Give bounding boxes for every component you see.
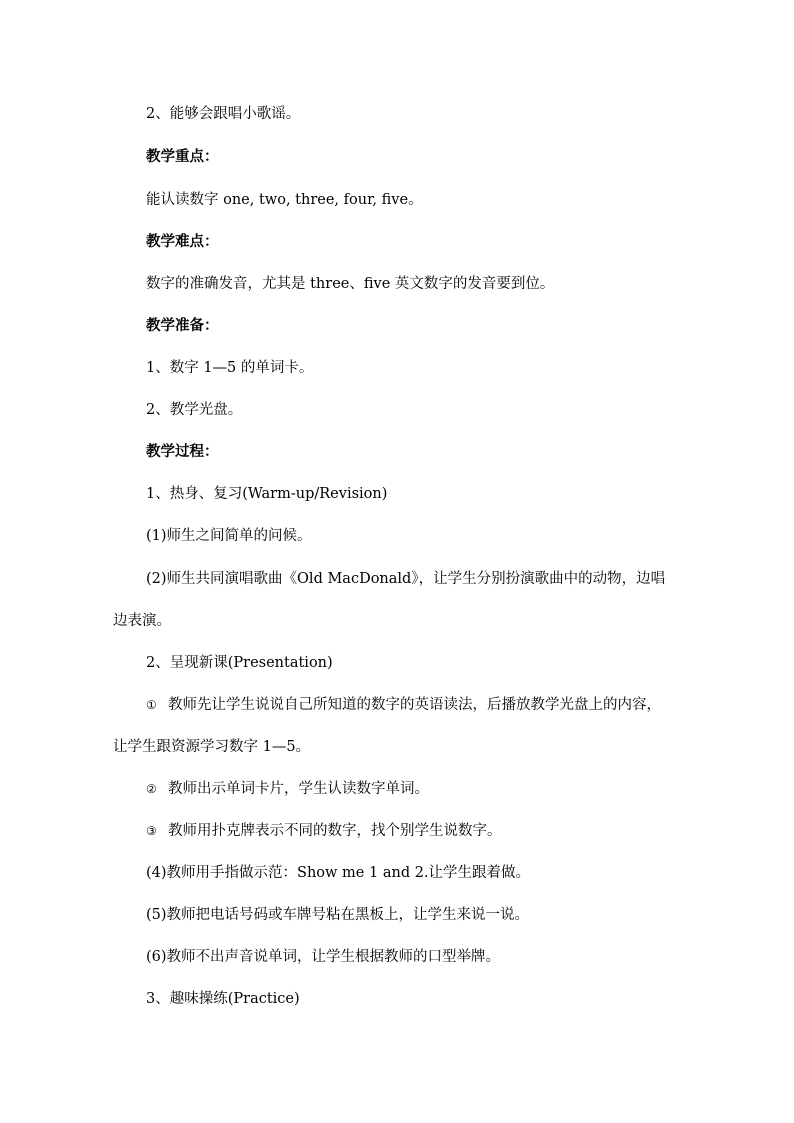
step-2-item-1	[146, 695, 661, 715]
heading-process: 教学过程：	[146, 443, 219, 460]
heading-preparation: 教学准备：	[146, 317, 219, 334]
step-2-item-1-text: 教师先让学生说说自己所知道的数字的英语读法，后播放教学光盘上的内容，	[168, 697, 661, 713]
step-1-item-2: (2)师生共同演唱歌曲《Old MacDonald》，让学生分别扮演歌曲中的动物，边唱	[146, 571, 666, 587]
preparation-item-1: 1、数字 1—5 的单词卡。	[146, 360, 314, 376]
key-points-text: 能认读数字 one, two, three, four, five。	[146, 192, 423, 208]
preparation-item-2: 2、教学光盘。	[146, 402, 243, 418]
objective-line-2: 2、能够会跟唱小歌谣。	[146, 106, 301, 122]
step-1-item-1: (1)师生之间简单的问候。	[146, 528, 312, 544]
circled-number-3: ③	[146, 824, 157, 838]
step-2-item-3	[146, 821, 502, 841]
step-2-item-5: (5)教师把电话号码或车牌号粘在黑板上，让学生来说一说。	[146, 907, 530, 923]
circled-number-2: ②	[146, 782, 157, 796]
circled-number-1: ①	[146, 698, 157, 712]
difficult-points-text: 数字的准确发音，尤其是 three、five 英文数字的发音要到位。	[146, 276, 555, 292]
process-step-1-title: 1、热身、复习(Warm-up/Revision)	[146, 486, 388, 502]
step-1-item-2-continued: 边表演。	[113, 613, 171, 629]
step-2-item-6: (6)教师不出声音说单词，让学生根据教师的口型举牌。	[146, 949, 501, 965]
heading-difficult-points: 教学难点：	[146, 233, 219, 250]
process-step-2-title: 2、呈现新课(Presentation)	[146, 655, 333, 671]
heading-key-points: 教学重点：	[146, 148, 219, 165]
step-2-item-1-continued: 让学生跟资源学习数字 1—5。	[113, 739, 311, 755]
step-2-item-3-text: 教师用扑克牌表示不同的数字，找个别学生说数字。	[168, 823, 502, 839]
process-step-3-title: 3、趣味操练(Practice)	[146, 991, 300, 1007]
step-2-item-2	[146, 779, 429, 799]
step-2-item-2-text: 教师出示单词卡片，学生认读数字单词。	[168, 781, 429, 797]
step-2-item-4: (4)教师用手指做示范：Show me 1 and 2.让学生跟着做。	[146, 865, 531, 881]
